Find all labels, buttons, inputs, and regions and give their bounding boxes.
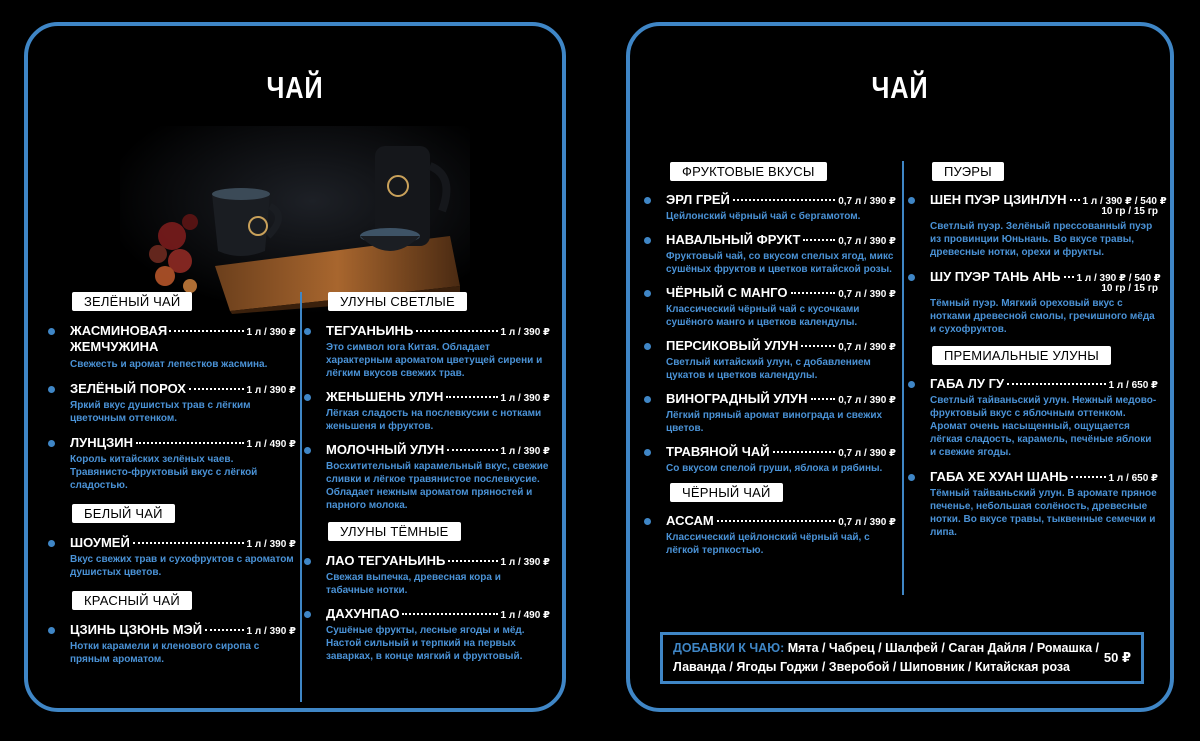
menu-item bbox=[48, 381, 296, 425]
menu-item bbox=[908, 469, 1158, 539]
item-description: Тёмный тайваньский улун. В аромате пряное печенье, небольшая солёность, древесные нотки. Во вкусе травы, тыквенные семечки и липа. bbox=[930, 488, 1157, 538]
item-description: Классический цейлонский чёрный чай, с лёгкой терпкостью. bbox=[666, 532, 870, 556]
item-price: 1 л / 390 ₽ bbox=[246, 626, 296, 637]
menu-section bbox=[48, 591, 296, 666]
bullet-icon bbox=[644, 237, 651, 244]
column-divider bbox=[902, 161, 904, 595]
item-name: ЧЁРНЫЙ С МАНГО bbox=[666, 285, 788, 300]
dot-leader bbox=[1064, 276, 1074, 278]
item-description: Со вкусом спелой груши, яблока и рябины. bbox=[666, 463, 883, 474]
item-description: Лёгкая сладость на послевкусии с нотками женьшеня и фруктов. bbox=[326, 408, 542, 432]
section-label: ЧЁРНЫЙ ЧАЙ bbox=[670, 483, 783, 502]
menu-item bbox=[644, 192, 896, 223]
bullet-icon bbox=[908, 474, 915, 481]
section-label: УЛУНЫ ТЁМНЫЕ bbox=[328, 522, 461, 541]
dot-leader bbox=[811, 398, 836, 400]
item-name: АССАМ bbox=[666, 513, 714, 528]
menu-item bbox=[304, 442, 550, 512]
menu-item bbox=[304, 389, 550, 433]
section-label: КРАСНЫЙ ЧАЙ bbox=[72, 591, 192, 610]
section-label: ЗЕЛЁНЫЙ ЧАЙ bbox=[72, 292, 192, 311]
dot-leader bbox=[1007, 383, 1105, 385]
item-description: Светлый тайваньский улун. Нежный медово-фруктовый вкус с яблочным оттенком. Аромат очень насыщенный, ощущается лёгкая сладость, карамель, печёные яблоки и свежие ягоды. bbox=[930, 395, 1157, 458]
item-name: ШОУМЕЙ bbox=[70, 535, 130, 550]
menu-item bbox=[908, 269, 1161, 336]
bullet-icon bbox=[48, 440, 55, 447]
item-row bbox=[326, 553, 550, 568]
page-title: ЧАЙ bbox=[266, 70, 324, 105]
left-column-2 bbox=[304, 292, 550, 663]
item-price: 1 л / 390 ₽ bbox=[246, 327, 296, 338]
item-name: МОЛОЧНЫЙ УЛУН bbox=[326, 442, 445, 457]
menu-section bbox=[908, 346, 1158, 539]
item-description: Светлый китайский улун, с добавлением цукатов и цветков календулы. bbox=[666, 357, 871, 381]
item-price-weight: 10 гр / 15 гр bbox=[1101, 206, 1158, 217]
item-name: ЛАО ТЕГУАНЬИНЬ bbox=[326, 553, 446, 568]
tea-addons-box bbox=[660, 632, 1144, 684]
item-price: 0,7 л / 390 ₽ bbox=[838, 342, 896, 353]
bullet-icon bbox=[304, 558, 311, 565]
section-label: ПРЕМИАЛЬНЫЕ УЛУНЫ bbox=[932, 346, 1111, 365]
item-row bbox=[326, 442, 550, 457]
item-description: Это символ юга Китая. Обладает характерным ароматом цветущей сирени и лёгким вкусов свежих трав. bbox=[326, 342, 543, 379]
item-name: ПЕРСИКОВЫЙ УЛУН bbox=[666, 338, 799, 353]
item-price: 1 л / 390 ₽ / 540 ₽ bbox=[1082, 196, 1167, 207]
dot-leader bbox=[446, 396, 497, 398]
item-name: НАВАЛЬНЫЙ ФРУКТ bbox=[666, 232, 801, 247]
item-row bbox=[70, 381, 296, 396]
menu-section bbox=[48, 504, 296, 579]
menu-section bbox=[48, 292, 296, 492]
menu-item bbox=[908, 376, 1158, 459]
item-row bbox=[666, 285, 896, 300]
menu-section bbox=[644, 483, 896, 557]
right-column-1 bbox=[644, 162, 896, 557]
bullet-icon bbox=[908, 274, 915, 281]
item-price-weight: 10 гр / 15 гр bbox=[1101, 283, 1158, 294]
right-column-2 bbox=[908, 162, 1167, 539]
item-name: ТРАВЯНОЙ ЧАЙ bbox=[666, 444, 770, 459]
item-description: Фруктовый чай, со вкусом спелых ягод, микс сушёных фруктов и цветков китайской розы. bbox=[666, 251, 894, 275]
item-row bbox=[666, 338, 896, 353]
item-description: Лёгкий пряный аромат винограда и свежих цветов. bbox=[666, 410, 883, 434]
item-description: Классический чёрный чай с кусочками сушёного манго и цветков календулы. bbox=[666, 304, 860, 328]
bullet-icon bbox=[908, 381, 915, 388]
menu-item bbox=[644, 391, 896, 435]
menu-section bbox=[644, 162, 896, 475]
item-name: ШЕН ПУЭР ЦЗИНЛУН bbox=[930, 192, 1067, 207]
menu-section bbox=[304, 292, 550, 512]
item-row bbox=[930, 376, 1158, 391]
item-price: 1 л / 490 ₽ bbox=[246, 439, 296, 450]
dot-leader bbox=[717, 520, 835, 522]
dot-leader bbox=[733, 199, 835, 201]
item-price: 1 л / 390 ₽ bbox=[500, 446, 550, 457]
item-description: Король китайских зелёных чаев. Травянисто-фруктовый вкус с лёгкой сладостью. bbox=[70, 454, 258, 491]
item-description: Свежесть и аромат лепестков жасмина. bbox=[70, 359, 268, 370]
menu-item bbox=[644, 513, 896, 557]
item-price: 0,7 л / 390 ₽ bbox=[838, 289, 896, 300]
dot-leader bbox=[773, 451, 836, 453]
item-name: ГАБА ЛУ ГУ bbox=[930, 376, 1005, 391]
item-price: 1 л / 490 ₽ bbox=[500, 610, 550, 621]
item-description: Светлый пуэр. Зелёный прессованный пуэр из провинции Юньнань. Во вкусе травы, древесные нотки, орехи и фрукты. bbox=[930, 221, 1153, 258]
item-row bbox=[70, 435, 296, 450]
menu-page-right bbox=[626, 22, 1174, 712]
bullet-icon bbox=[304, 328, 311, 335]
item-price: 1 л / 390 ₽ bbox=[500, 393, 550, 404]
item-row bbox=[666, 513, 896, 528]
item-row bbox=[326, 606, 550, 621]
item-name: ДАХУНПАО bbox=[326, 606, 400, 621]
item-price: 1 л / 390 ₽ bbox=[246, 539, 296, 550]
bullet-icon bbox=[644, 518, 651, 525]
bullet-icon bbox=[644, 396, 651, 403]
item-price: 1 л / 390 ₽ bbox=[500, 327, 550, 338]
item-description: Сушёные фрукты, лесные ягоды и мёд. Настой сильный и терпкий на первых заварках, в конце мягкий и фруктовый. bbox=[326, 625, 525, 662]
menu-page-left bbox=[24, 22, 566, 712]
menu-item bbox=[304, 323, 550, 380]
item-price: 0,7 л / 390 ₽ bbox=[838, 236, 896, 247]
bullet-icon bbox=[304, 611, 311, 618]
bullet-icon bbox=[908, 197, 915, 204]
item-name: ТЕГУАНЬИНЬ bbox=[326, 323, 414, 338]
item-row bbox=[930, 269, 1161, 284]
dot-leader bbox=[803, 239, 835, 241]
dot-leader bbox=[402, 613, 497, 615]
item-name: ЭРЛ ГРЕЙ bbox=[666, 192, 730, 207]
dot-leader bbox=[416, 330, 497, 332]
item-price: 0,7 л / 390 ₽ bbox=[838, 395, 896, 406]
dot-leader bbox=[1070, 199, 1080, 201]
item-name: ЗЕЛЁНЫЙ ПОРОХ bbox=[70, 381, 186, 396]
section-label: БЕЛЫЙ ЧАЙ bbox=[72, 504, 175, 523]
addons-label: ДОБАВКИ К ЧАЮ: bbox=[673, 641, 785, 655]
menu-item bbox=[48, 323, 296, 371]
item-description: Нотки карамели и кленового сиропа с пряным ароматом. bbox=[70, 641, 260, 665]
item-price: 1 л / 390 ₽ / 540 ₽ bbox=[1076, 273, 1161, 284]
item-row bbox=[666, 444, 896, 459]
item-row bbox=[70, 323, 296, 355]
item-name: ВИНОГРАДНЫЙ УЛУН bbox=[666, 391, 808, 406]
menu-item bbox=[48, 622, 296, 666]
item-price: 1 л / 390 ₽ bbox=[246, 385, 296, 396]
item-description: Восхитительный карамельный вкус, свежие сливки и лёгкое травянистое послевкусие. Обладает нежным ароматом пряностей и парного молока. bbox=[326, 461, 549, 511]
page-title: ЧАЙ bbox=[871, 70, 929, 105]
menu-item bbox=[644, 285, 896, 329]
item-name: ЦЗИНЬ ЦЗЮНЬ МЭЙ bbox=[70, 622, 203, 637]
bullet-icon bbox=[304, 447, 311, 454]
dot-leader bbox=[189, 388, 244, 390]
bullet-icon bbox=[644, 197, 651, 204]
item-name: ЛУНЦЗИН bbox=[70, 435, 133, 450]
bullet-icon bbox=[48, 328, 55, 335]
dot-leader bbox=[801, 345, 835, 347]
item-name: ГАБА ХЕ ХУАН ШАНЬ bbox=[930, 469, 1069, 484]
dot-leader bbox=[136, 442, 244, 444]
addons-text bbox=[673, 639, 1103, 677]
section-label: ФРУКТОВЫЕ ВКУСЫ bbox=[670, 162, 827, 181]
dot-leader bbox=[791, 292, 836, 294]
item-description: Вкус свежих трав и сухофруктов с ароматом душистых цветов. bbox=[70, 554, 294, 578]
item-row bbox=[326, 389, 550, 404]
item-row bbox=[70, 622, 296, 637]
item-row bbox=[70, 535, 296, 550]
menu-item bbox=[644, 444, 896, 475]
tea-set-photo bbox=[120, 126, 470, 314]
bullet-icon bbox=[304, 394, 311, 401]
item-price: 0,7 л / 390 ₽ bbox=[838, 448, 896, 459]
item-price: 1 л / 390 ₽ bbox=[500, 557, 550, 568]
tea-set-image bbox=[120, 126, 470, 314]
menu-item bbox=[908, 192, 1167, 259]
item-price: 1 л / 650 ₽ bbox=[1108, 380, 1158, 391]
item-price: 0,7 л / 390 ₽ bbox=[838, 196, 896, 207]
menu-section bbox=[304, 522, 550, 663]
menu-section bbox=[908, 162, 1167, 336]
bullet-icon bbox=[48, 386, 55, 393]
item-description: Цейлонский чёрный чай с бергамотом. bbox=[666, 211, 861, 222]
item-name: ШУ ПУЭР ТАНЬ АНЬ bbox=[930, 269, 1061, 284]
menu-item bbox=[304, 606, 550, 663]
item-description: Свежая выпечка, древесная кора и табачные нотки. bbox=[326, 572, 501, 596]
item-row bbox=[930, 192, 1167, 207]
item-description: Яркий вкус душистых трав с лёгким цветочным оттенком. bbox=[70, 400, 251, 424]
item-row bbox=[666, 192, 896, 207]
item-row bbox=[666, 391, 896, 406]
left-column-1 bbox=[48, 292, 296, 666]
item-name: ЖЕНЬШЕНЬ УЛУН bbox=[326, 389, 444, 404]
menu-item bbox=[48, 535, 296, 579]
item-price: 0,7 л / 390 ₽ bbox=[838, 517, 896, 528]
dot-leader bbox=[205, 629, 243, 631]
section-label: ПУЭРЫ bbox=[932, 162, 1004, 181]
addons-price: 50 ₽ bbox=[1103, 650, 1131, 665]
menu-item bbox=[48, 435, 296, 492]
column-divider bbox=[300, 292, 302, 702]
bullet-icon bbox=[644, 290, 651, 297]
menu-item bbox=[304, 553, 550, 597]
item-row bbox=[930, 469, 1158, 484]
bullet-icon bbox=[48, 627, 55, 634]
menu-item bbox=[644, 232, 896, 276]
dot-leader bbox=[448, 560, 497, 562]
bullet-icon bbox=[644, 343, 651, 350]
addons-list: Мята / Чабрец / Шалфей / Саган Дайля / Ромашка / Лаванда / Ягоды Годжи / Зверобой / Шиповник / Китайская роза bbox=[673, 641, 1099, 674]
bullet-icon bbox=[644, 449, 651, 456]
dot-leader bbox=[1071, 476, 1105, 478]
item-name: ЖАСМИНОВАЯ ЖЕМЧУЖИНА bbox=[70, 323, 168, 354]
bullet-icon bbox=[48, 540, 55, 547]
item-row bbox=[666, 232, 896, 247]
menu-item bbox=[644, 338, 896, 382]
dot-leader bbox=[169, 330, 244, 332]
dot-leader bbox=[133, 542, 244, 544]
dot-leader bbox=[447, 449, 497, 451]
section-label: УЛУНЫ СВЕТЛЫЕ bbox=[328, 292, 467, 311]
item-description: Тёмный пуэр. Мягкий ореховый вкус с нотками древесной смолы, гречишного мёда и сухофруктов. bbox=[930, 298, 1155, 335]
item-price: 1 л / 650 ₽ bbox=[1108, 473, 1158, 484]
item-row bbox=[326, 323, 550, 338]
